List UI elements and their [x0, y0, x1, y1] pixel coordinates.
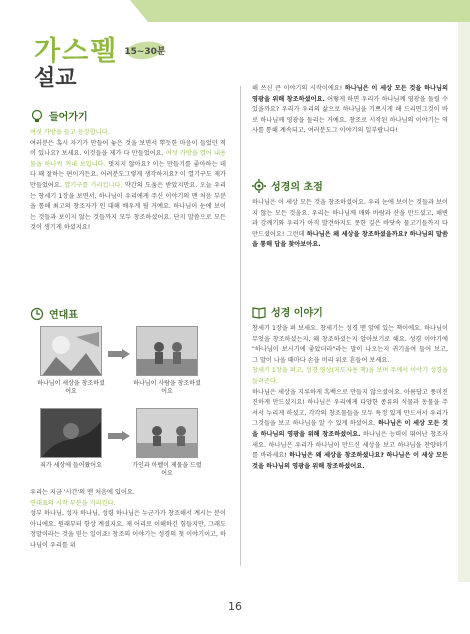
story-bold-2: 하나님은 왜 세상을 창조하셨나요? 하나님은 이 세상 모든 것을 하나님의 영광을 위해 창조하셨어요. — [252, 452, 448, 470]
story-body-1: 창세기 1장을 펴 보세요. 창세기는 성경 맨 앞에 있는 책이에요. 하나님이 무엇을 창조하셨는지, 왜 창조하셨는지 알아보기로 해요. 성경 이야기에 "하나님이 보시기에 좋았더라"라는 말이 나오는지 귀기울여 들어 보고, 그 말이 나올 때마다 손을 머리 위로 흔들어 보세요. — [252, 325, 448, 364]
lightbulb-icon — [30, 109, 44, 123]
top-banner — [148, 0, 470, 22]
timeline-icon — [30, 307, 44, 321]
intro-body-2: 멋지지 않아요? 이는 만들기를 좋아하는 데다 꽤 잘하는 편이거든요. 어려분도그렇게 생각하지요? 이 열기구도 제가 만들었어요. — [30, 160, 227, 189]
arrow-right-icon — [108, 344, 130, 354]
section-focus-heading — [252, 178, 323, 193]
timeline-caption: 하나님이 세상을 창조하셨어요 — [37, 380, 105, 395]
story-body-2: 하나님은 세상을 지루하게 흑백으로 만들지 않으셨어요. 아름답고 풍미진진하게 만드셨지요! 하나님은 우리에게 다양한 종류의 식물과 동물을 주셔서 누리게 하셨고, 각각의 창조물들을 모두 특정 있게 만드셔서 우리가 그것들을 보고 하나님을 알 수 있게 하셨어요. — [252, 388, 448, 428]
column-divider — [240, 86, 241, 566]
timeline-cue: 연대표의 시작 부분을 가리킨다. — [30, 499, 116, 507]
timeline-caption: 가인과 아벨이 제물을 드렸어요 — [132, 462, 202, 477]
page-subtitle: 설교 — [34, 66, 77, 91]
top-banner-corner — [130, 0, 148, 22]
section-intro-title: 들어가기 — [49, 112, 88, 123]
page-number: 16 — [228, 600, 242, 613]
right-top-text — [252, 84, 448, 137]
right-top-body-a: 해 쓰신 큰 이야기의 시작이에요! — [252, 85, 343, 92]
timeline-body: 우리는 지금 '시간'의 맨 처음에 있어요. — [30, 489, 135, 496]
story-cue: 창세기 1장을 펴고, 성경 영상(지도자용 책)을 보며 주께서 이야기 성경을 들려준다. — [252, 367, 448, 385]
intro-body-3: 약간의 도움은 받았지만요. 오늘 우리는 창세기 1장을 보면서, 하나님이 우리에게 주신 이야기의 맨 처음 부분을 통해 최고의 창조자가 인 대해 배우게 될 거예요. 하나님이 눈에 보이는 것들과 보이지 않는 것들까지 모두 창조하셨어요. 단지 말씀으로 모든 것이 생기게 하셨지요! — [30, 181, 227, 232]
arrow-right-icon — [108, 426, 130, 436]
timeline-text — [30, 488, 226, 552]
timeline-caption: 하나님이 사람을 창조하셨어요 — [133, 380, 201, 395]
intro-lead-cue: 여섯 가방을 들고 등장합니다. — [30, 129, 110, 136]
section-story-title: 성경 이야기 — [271, 308, 323, 319]
intro-cue: 여섯 가방을 열어 내용물을 하나씩 꺼내 보입니다. — [30, 150, 226, 168]
page-title: 가스펠 — [34, 36, 119, 67]
timeline-caption: 죄가 세상에 들어왔어요 — [40, 462, 102, 469]
timeline-image-sin — [40, 408, 102, 458]
focus-text — [252, 198, 448, 251]
time-badge-label: 15~30분 — [124, 47, 166, 57]
time-badge — [123, 38, 167, 64]
intro-cue-2: 열기구를 가리킵니다. — [64, 181, 123, 189]
timeline-body-2: 성부 하나님, 성자 하나님, 성령 하나님은 누군가가 창조해서 계시는 분이 아니에요. 원래부터 항상 계셨지요. 제 어리로 이해하긴 힘들지만, 그래도 정말이라는 것을 믿는 일이죠! 창조의 이야기는 성경의 첫 이야기이고, 하나님이 우리를 위 — [30, 510, 226, 549]
intro-text — [30, 128, 226, 234]
side-strip — [458, 22, 470, 582]
section-timeline-title: 연대표 — [49, 310, 78, 321]
section-timeline-heading — [30, 306, 78, 321]
right-top-bold: 하나님은 이 세상 모든 것을 하나님의 영광을 위해 창조하셨어요. — [252, 85, 448, 103]
story-bold-1: 하나님은 이 세상 모든 것을 하나님의 영광을 위해 창조하셨어요. — [252, 420, 449, 438]
right-top-body-c: 어떻게 하면 우리가 하나님께 영광을 돌릴 수 있을까요? 우리가 우리의 삶으로 하나님을 기쁘시게 해 드리면그것이 바로 하나님께 영광을 돌리는 거예요. 창조로 시작된 하나님의 이야기는 역사를 통해 계속되고, 여러분도그 이야기의 일부랍니다! — [252, 95, 448, 135]
focus-bold: 하나님은 왜 세상을 창조하셨을까요? 하나님의 말씀을 통해 답을 찾아보아요. — [252, 230, 449, 249]
section-focus-title: 성경의 초점 — [271, 182, 323, 193]
timeline-image-creation — [40, 326, 102, 376]
story-text — [252, 324, 448, 472]
intro-body-1: 여러분은 혹시 자기가 만들어 놓은 것을 보면서 뿌듯한 마음이 들었던 적이 있나요? 보세요. 이것들을 제가 다 만들었어요. — [30, 139, 226, 158]
book-icon — [252, 305, 266, 319]
focus-body: 하나님은 이 세상 모든 것을 창조하셨어요. 우리 눈에 보이는 것들과 보이지 않는 모든 것을요. 우리는 하나님께 매와 바람과 산을 만드셨고, 해변과 강께기와 우리가 아직 발견하지도 못한 깊은 바닷속 물고기들까지 다 만드셨어요! 그런데 — [252, 199, 448, 238]
section-story-heading — [252, 304, 323, 319]
timeline-image-offering — [136, 408, 198, 458]
story-body-3: 하나님은 능력이 뛰어난 창조자세요. 하나님은 우리가 하나님이 만드신 세상을 보고 하나님을 찬양하기를 바라세요! — [252, 430, 449, 460]
timeline-image-people — [136, 326, 198, 376]
section-intro-heading — [30, 108, 88, 123]
gear-icon — [252, 179, 266, 193]
